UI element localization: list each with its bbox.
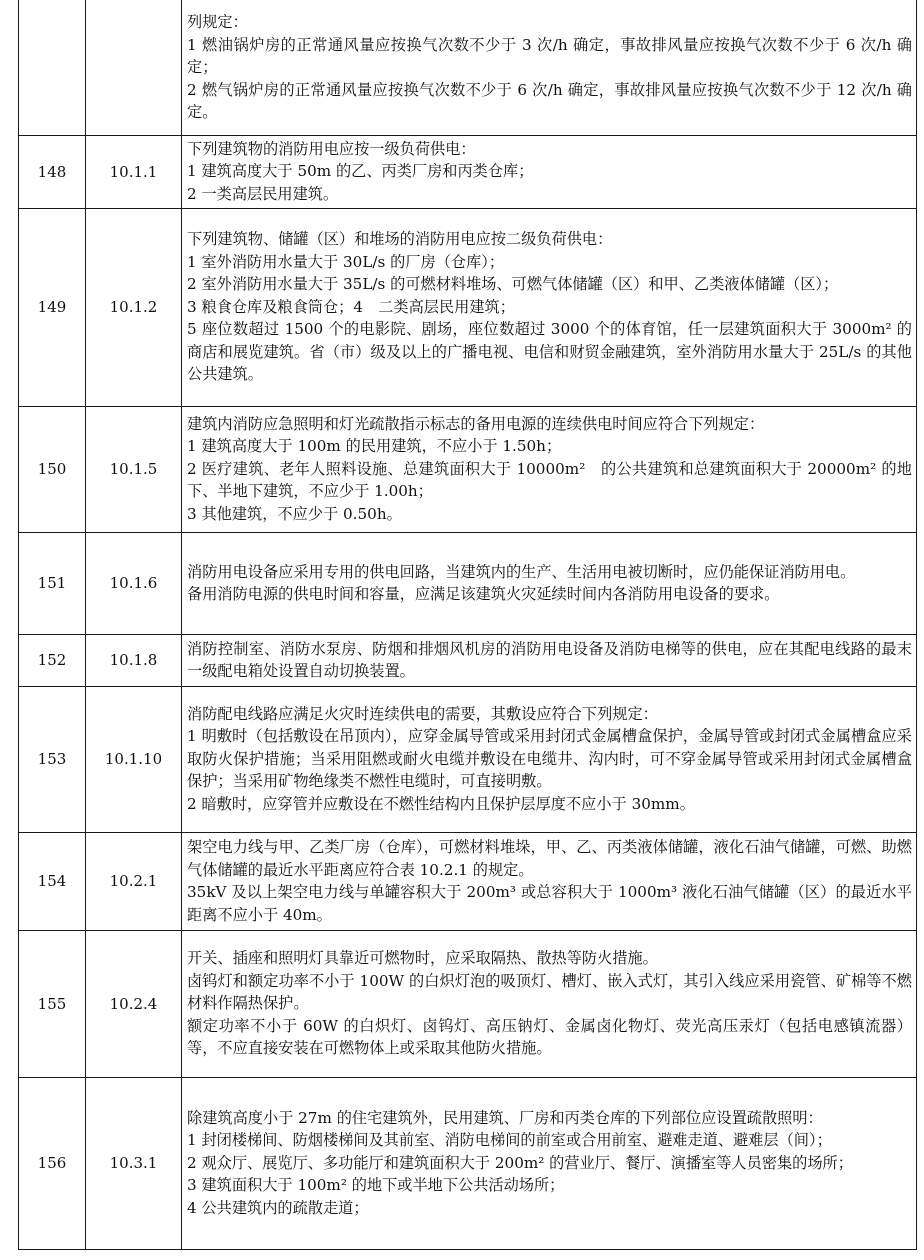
text-line: 架空电力线与甲、乙类厂房（仓库），可燃材料堆垛，甲、乙、丙类液体储罐，液化石油气储罐，可燃、助燃气体储罐的最近水平距离应符合表 10.2.1 的规定。 [187,838,912,879]
table-body [19,0,917,1249]
table-row [19,208,917,406]
clause-number: 10.1.6 [86,532,182,634]
clause-text [182,832,917,930]
text-line: 35kV 及以上架空电力线与单罐容积大于 200m³ 或总容积大于 1000m³ 液化石油气储罐（区）的最近水平距离不应小于 40m。 [187,883,912,924]
text-line: 1 建筑高度大于 100m 的民用建筑，不应小于 1.50h； [187,437,562,456]
row-number: 149 [19,208,86,406]
row-number: 148 [19,135,86,208]
clause-number: 10.2.1 [86,832,182,930]
text-line: 2 一类高层民用建筑。 [187,184,339,203]
text-line: 下列建筑物、储罐（区）和堆场的消防用电应按二级负荷供电： [187,230,613,249]
text-line: 消防用电设备应采用专用的供电回路，当建筑内的生产、生活用电被切断时，应仍能保证消防用电。 [187,562,856,581]
row-number: 156 [19,1077,86,1249]
clause-number: 10.1.2 [86,208,182,406]
table-row [19,832,917,930]
clause-text [182,686,917,832]
clause-text [182,406,917,532]
code-clause-table [18,0,917,1250]
clause-number [86,0,182,135]
text-line: 1 建筑高度大于 50m 的乙、丙类厂房和丙类仓库； [187,162,534,181]
row-number: 153 [19,686,86,832]
text-line: 1 室外消防用水量大于 30L/s 的厂房（仓库）； [187,252,505,271]
text-line: 2 暗敷时，应穿管并应敷设在不燃性结构内且保护层厚度不应小于 30mm。 [187,794,695,813]
table-row [19,0,917,135]
text-line: 备用消防电源的供电时间和容量，应满足该建筑火灾延续时间内各消防用电设备的要求。 [187,585,780,603]
table-row [19,634,917,686]
table-row [19,406,917,532]
text-line: 3 建筑面积大于 100m² 的地下或半地下公共活动场所； [187,1176,565,1195]
row-number: 155 [19,930,86,1077]
text-line: 3 粮食仓库及粮食筒仓；4 二类高层民用建筑； [187,297,515,316]
text-line: 1 封闭楼梯间、防烟楼梯间及其前室、消防电梯间的前室或合用前室、避难走道、避难层（间）； [187,1131,832,1150]
text-line: 5 座位数超过 1500 个的电影院、剧场，座位数超过 3000 个的体育馆，任一层建筑面积大于 3000m² 的商店和展览建筑。省（市）级及以上的广播电视、电信和财贸金融建筑，室外消防用水量大于 25L/s 的其他公共建筑。 [187,320,912,384]
row-number: 154 [19,832,86,930]
text-line: 列规定： [187,13,248,31]
text-line: 建筑内消防应急照明和灯光疏散指示标志的备用电源的连续供电时间应符合下列规定： [187,414,765,433]
clause-text [182,1077,917,1249]
text-line: 1 明敷时（包括敷设在吊顶内），应穿金属导管或采用封闭式金属槽盒保护，金属导管或封闭式金属槽盒应采取防火保护措施；当采用阻燃或耐火电缆并敷设在电缆井、沟内时，可不穿金属导管或采用封闭式金属槽盒保护；当采用矿物绝缘类不燃性电缆时，可直接明敷。 [187,727,912,791]
text-line: 2 医疗建筑、老年人照料设施、总建筑面积大于 10000m² 的公共建筑和总建筑面积大于 20000m² 的地下、半地下建筑，不应少于 1.00h； [187,459,912,501]
table-row [19,135,917,208]
text-line: 额定功率不小于 60W 的白炽灯、卤钨灯、高压钠灯、金属卤化物灯、荧光高压汞灯（包括电感镇流器）等，不应直接安装在可燃物体上或采取其他防火措施。 [187,1016,912,1058]
text-line: 消防控制室、消防水泵房、防烟和排烟风机房的消防用电设备及消防电梯等的供电，应在其配电线路的最末一级配电箱处设置自动切换装置。 [187,639,912,680]
text-line: 开关、插座和照明灯具靠近可燃物时，应采取隔热、散热等防火措施。 [187,949,658,968]
row-number: 152 [19,634,86,686]
clause-text [182,208,917,406]
clause-text [182,532,917,634]
row-number: 151 [19,532,86,634]
text-line: 卤钨灯和额定功率不小于 100W 的白炽灯泡的吸顶灯、槽灯、嵌入式灯，其引入线应采用瓷管、矿棉等不燃材料作隔热保护。 [187,971,912,1013]
table-row [19,930,917,1077]
row-number: 150 [19,406,86,532]
clause-number: 10.1.5 [86,406,182,532]
text-line: 下列建筑物的消防用电应按一级负荷供电： [187,139,476,158]
clause-number: 10.1.10 [86,686,182,832]
clause-number: 10.1.8 [86,634,182,686]
clause-text [182,634,917,686]
text-line: 3 其他建筑，不应少于 0.50h。 [187,504,402,523]
table-row [19,532,917,634]
table-row [19,686,917,832]
clause-text [182,135,917,208]
text-line: 2 燃气锅炉房的正常通风量应按换气次数不少于 6 次/h 确定，事故排风量应按换气次数不少于 12 次/h 确定。 [187,80,912,121]
text-line: 除建筑高度小于 27m 的住宅建筑外，民用建筑、厂房和丙类仓库的下列部位应设置疏散照明： [187,1108,823,1127]
text-line: 消防配电线路应满足火灾时连续供电的需要，其敷设应符合下列规定： [187,704,658,723]
table-row [19,1077,917,1249]
text-line: 2 观众厅、展览厅、多功能厅和建筑面积大于 200m² 的营业厅、餐厅、演播室等人员密集的场所； [187,1153,853,1172]
row-number [19,0,86,135]
clause-number: 10.2.4 [86,930,182,1077]
clause-number: 10.1.1 [86,135,182,208]
document-page [18,0,916,1250]
clause-text [182,930,917,1077]
text-line: 2 室外消防用水量大于 35L/s 的可燃材料堆场、可燃气体储罐（区）和甲、乙类液体储罐（区）； [187,275,839,294]
clause-number: 10.3.1 [86,1077,182,1249]
text-line: 1 燃油锅炉房的正常通风量应按换气次数不少于 3 次/h 确定，事故排风量应按换气次数不少于 6 次/h 确定； [187,35,912,76]
clause-text [182,0,917,135]
text-line: 4 公共建筑内的疏散走道； [187,1198,369,1217]
